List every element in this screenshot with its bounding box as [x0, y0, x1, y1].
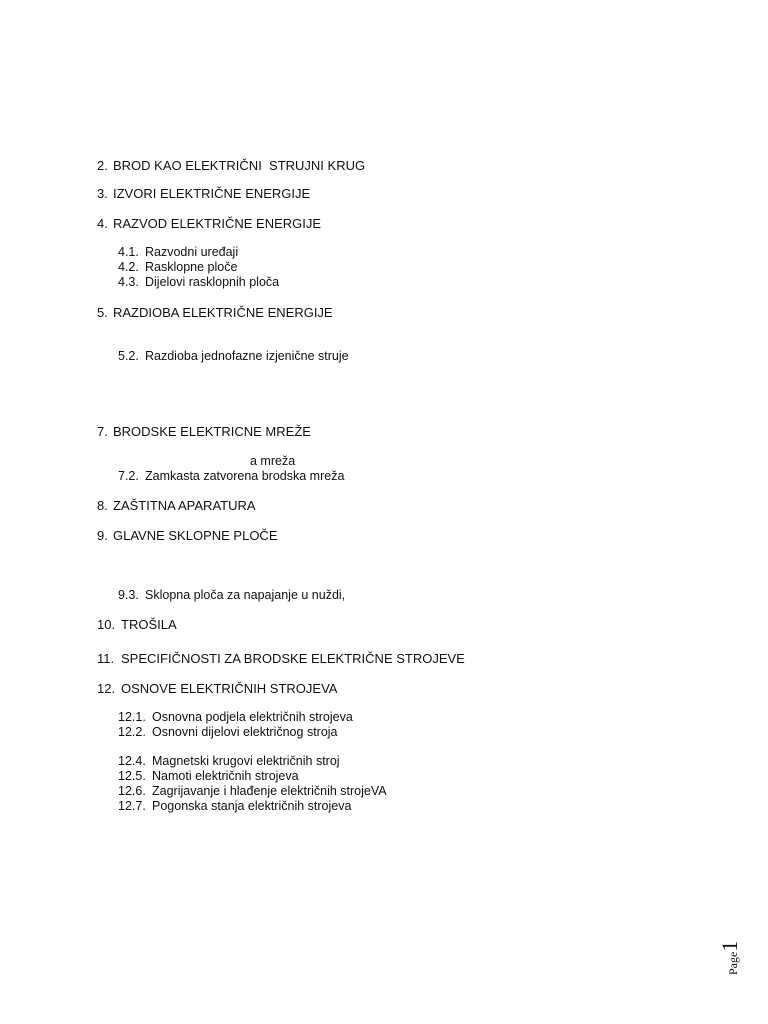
toc-entry [97, 681, 337, 696]
toc-subentry-title: Sklopna ploča za napajanje u nuždi, [145, 588, 346, 602]
toc-subentry-number: 4.2. [118, 260, 139, 274]
toc-entry-number: 11. [97, 651, 115, 666]
toc-subentry-number: 4.1. [118, 245, 139, 259]
toc-entry-title: SPECIFIČNOSTI ZA BRODSKE ELEKTRIČNE STROJEVE [121, 651, 465, 666]
toc-entry-number: 9. [97, 528, 108, 543]
page-number-footer [714, 928, 744, 978]
toc-entry-number: 12. [97, 681, 116, 696]
toc-subentry-number: 12.2. [118, 725, 146, 739]
toc-subentry-title: Dijelovi rasklopnih ploča [145, 275, 280, 289]
toc-entry [97, 617, 177, 632]
toc-entry [97, 424, 311, 439]
toc-entry [97, 651, 465, 666]
toc-entry-number: 5. [97, 305, 108, 320]
toc-subentry [118, 469, 344, 484]
toc-entry-title: RAZVOD ELEKTRIČNE ENERGIJE [113, 216, 322, 231]
toc-subentry-number: 4.3. [118, 275, 139, 289]
toc-subentry-title: Namoti električnih strojeva [152, 769, 299, 783]
toc-subentry-number: 12.7. [118, 799, 146, 813]
toc-subentry-title: Osnovna podjela električnih strojeva [152, 710, 353, 724]
toc-subentry [118, 275, 279, 290]
toc-entry-title: TROŠILA [121, 617, 177, 632]
toc-entry-number: 10. [97, 617, 116, 632]
toc-fragment [250, 454, 295, 469]
toc-subentry [118, 769, 299, 784]
toc-subentry [118, 725, 338, 740]
toc-subentry [118, 245, 238, 260]
toc-subentry-title: Razvodni uređaji [145, 245, 239, 259]
toc-entry [97, 186, 310, 201]
toc-subentry [118, 710, 353, 725]
toc-subentry [118, 588, 345, 603]
toc-subentry-number: 9.3. [118, 588, 139, 602]
toc-entry-title: BRODSKE ELEKTRICNE MREŽE [113, 424, 311, 439]
toc-entry-number: 2. [97, 158, 108, 173]
toc-entry [97, 305, 333, 320]
toc-subentry [118, 784, 387, 799]
toc-entry-title: RAZDIOBA ELEKTRIČNE ENERGIJE [113, 305, 333, 320]
toc-subentry-title: Magnetski krugovi električnih stroj [152, 754, 340, 768]
toc-entry-number: 8. [97, 498, 108, 513]
toc-subentry-title: Rasklopne ploče [145, 260, 238, 274]
toc-subentry-number: 7.2. [118, 469, 139, 483]
toc-entry-number: 7. [97, 424, 108, 439]
toc-subentry-number: 12.4. [118, 754, 146, 768]
toc-entry [97, 528, 278, 543]
toc-subentry [118, 754, 340, 769]
toc-subentry-title: Pogonska stanja električnih strojeva [152, 799, 352, 813]
toc-entry-title: ZAŠTITNA APARATURA [113, 498, 256, 513]
toc-subentry-title: Razdioba jednofazne izjenične struje [145, 349, 349, 363]
page-label: Page [726, 951, 740, 975]
toc-entry-title: OSNOVE ELEKTRIČNIH STROJEVA [121, 681, 338, 696]
toc-entry-number: 3. [97, 186, 108, 201]
toc-subentry-title: Osnovni dijelovi električnog stroja [152, 725, 338, 739]
toc-entry [97, 498, 256, 513]
toc-subentry-title: Zagrijavanje i hlađenje električnih strojeVA [152, 784, 387, 798]
toc-subentry-number: 5.2. [118, 349, 139, 363]
toc-subentry-title: Zamkasta zatvorena brodska mreža [145, 469, 345, 483]
toc-entry-title: GLAVNE SKLOPNE PLOČE [113, 528, 278, 543]
toc-subentry-number: 12.1. [118, 710, 146, 724]
toc-entry-title: IZVORI ELEKTRIČNE ENERGIJE [113, 186, 311, 201]
toc-entry [97, 158, 365, 173]
toc-entry-title: BROD KAO ELEKTRIČNI STRUJNI KRUG [113, 158, 366, 173]
page-number: 1 [717, 940, 742, 952]
toc-fragment-title: a mreža [250, 454, 296, 468]
toc-subentry [118, 260, 237, 275]
toc-subentry [118, 349, 349, 364]
toc-entry [97, 216, 321, 231]
toc-entry-number: 4. [97, 216, 108, 231]
toc-subentry [118, 799, 351, 814]
toc-subentry-number: 12.6. [118, 784, 146, 798]
toc-subentry-number: 12.5. [118, 769, 146, 783]
